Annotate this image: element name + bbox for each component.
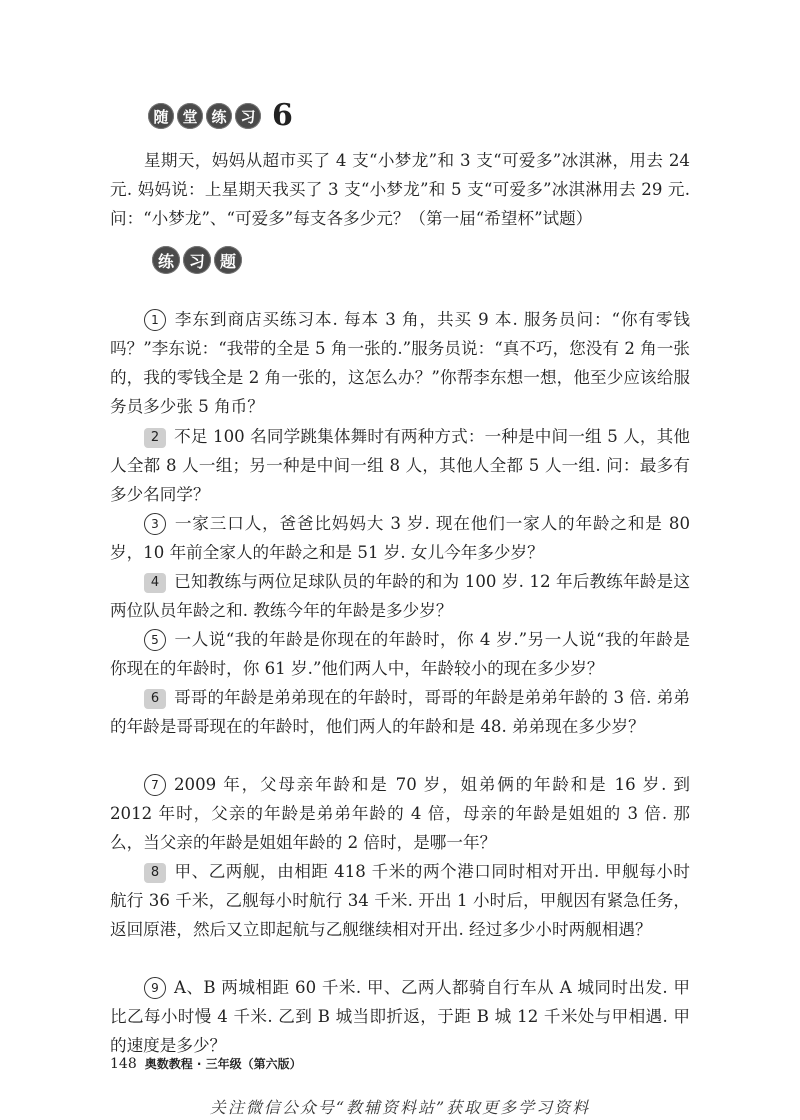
- problem-item: [110, 305, 690, 421]
- problem-item: [110, 683, 690, 741]
- problem-text: 哥哥的年龄是弟弟现在的年龄时，哥哥的年龄是弟弟年龄的 3 倍. 弟弟的年龄是哥哥现在的年龄时，他们两人的年龄和是 48. 弟弟现在多少岁？: [110, 688, 690, 736]
- problem-number: 2: [144, 428, 166, 448]
- problem-text: A、B 两城相距 60 千米. 甲、乙两人都骑自行车从 A 城同时出发. 甲比乙每小时慢 4 千米. 乙到 B 城当即折返，于距 B 城 12 千米处与甲相遇. 甲的速度是多少？: [110, 978, 690, 1055]
- heading-char: 练: [152, 246, 180, 274]
- practice-heading: [148, 96, 293, 136]
- problem-number: 7: [144, 774, 166, 796]
- problem-number: 8: [144, 863, 166, 883]
- practice-text: 星期天，妈妈从超市买了 4 支“小梦龙”和 3 支“可爱多”冰淇淋，用去 24 元. 妈妈说：上星期天我买了 3 支“小梦龙”和 5 支“可爱多”冰淇淋用去 29 元. 问：“小梦龙”、“可爱多”每支各多少元？（第一届“希望杯”试题）: [110, 151, 690, 228]
- problem-item: [110, 567, 690, 625]
- bottom-note: 关注微信公众号“教辅资料站”获取更多学习资料: [209, 1098, 591, 1117]
- problem-item: [110, 973, 690, 1060]
- problem-text: 已知教练与两位足球队员的年龄的和为 100 岁. 12 年后教练年龄是这两位队员年龄之和. 教练今年的年龄是多少岁？: [110, 572, 690, 620]
- page-number: 148: [110, 1056, 137, 1072]
- problem-number: 1: [144, 309, 166, 331]
- problem-text: 一家三口人，爸爸比妈妈大 3 岁. 现在他们一家人的年龄之和是 80 岁，10 年前全家人的年龄之和是 51 岁. 女儿今年多少岁？: [110, 514, 690, 562]
- problem-text: 不足 100 名同学跳集体舞时有两种方式：一种是中间一组 5 人，其他人全都 8 人一组；另一种是中间一组 8 人，其他人全都 5 人一组. 问：最多有多少名同学？: [110, 427, 690, 504]
- problem-number: 4: [144, 573, 166, 593]
- problem-number: 9: [144, 977, 166, 999]
- practice-number: 6: [272, 98, 293, 133]
- problem-item: [110, 509, 690, 567]
- problem-item: [110, 422, 690, 509]
- problem-item: [110, 625, 690, 683]
- problem-item: [110, 770, 690, 857]
- heading-char: 习: [183, 246, 211, 274]
- problem-text: 一人说“我的年龄是你现在的年龄时，你 4 岁.”另一人说“我的年龄是你现在的年龄时，你 61 岁.”他们两人中，年龄较小的现在多少岁？: [110, 630, 690, 678]
- heading-char: 练: [206, 103, 232, 129]
- exercise-heading: [152, 246, 245, 274]
- problem-number: 3: [144, 513, 166, 535]
- heading-char: 堂: [177, 103, 203, 129]
- book-title: 奥数教程 · 三年级（第六版）: [144, 1057, 302, 1071]
- problem-text: 甲、乙两舰，由相距 418 千米的两个港口同时相对开出. 甲舰每小时航行 36 千米，乙舰每小时航行 34 千米. 开出 1 小时后，甲舰因有紧急任务，返回原港，然后又立即起航与乙舰继续相对开出. 经过多少小时两舰相遇？: [110, 862, 690, 939]
- problem-item: [110, 857, 690, 944]
- problem-text: 李东到商店买练习本. 每本 3 角，共买 9 本. 服务员问：“你有零钱吗？”李东说：“我带的全是 5 角一张的.”服务员说：“真不巧，您没有 2 角一张的，我的零钱全是 2 角一张的，这怎么办？”你帮李东想一想，他至少应该给服务员多少张 5 角币？: [110, 310, 690, 416]
- page-footer: [110, 1055, 302, 1072]
- heading-char: 随: [148, 103, 174, 129]
- problem-number: 6: [144, 689, 166, 709]
- problem-text: 2009 年，父母亲年龄和是 70 岁，姐弟俩的年龄和是 16 岁. 到 2012 年时，父亲的年龄是弟弟年龄的 4 倍，母亲的年龄是姐姐的 3 倍. 那么，当父亲的年龄是姐姐年龄的 2 倍时，是哪一年？: [110, 775, 690, 852]
- heading-char: 习: [235, 103, 261, 129]
- problem-number: 5: [144, 629, 166, 651]
- heading-char: 题: [214, 246, 242, 274]
